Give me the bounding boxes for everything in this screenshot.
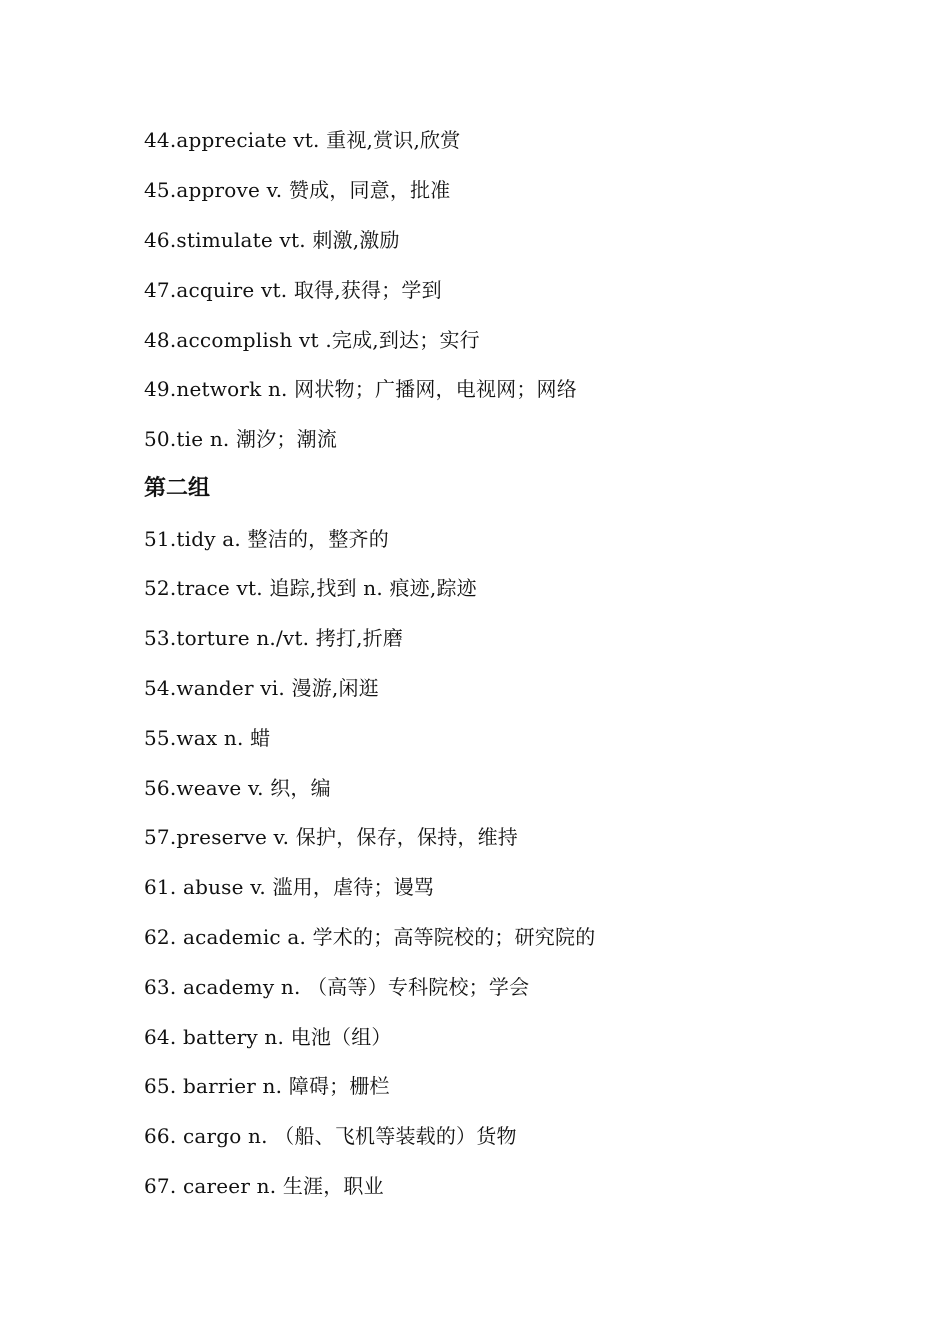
vocab-entry-51: 51.tidy a. 整洁的，整齐的	[144, 527, 389, 551]
vocab-entry-49: 49.network n. 网状物；广播网，电视网；网络	[144, 377, 577, 401]
vocab-entry-44: 44.appreciate vt. 重视,赏识,欣赏	[144, 128, 461, 152]
vocab-entry-46: 46.stimulate vt. 刺激,激励	[144, 228, 400, 252]
vocab-entry-63: 63. academy n. （高等）专科院校；学会	[144, 975, 530, 999]
vocab-entry-53: 53.torture n./vt. 拷打,折磨	[144, 626, 404, 650]
vocab-entry-67: 67. career n. 生涯，职业	[144, 1174, 384, 1198]
vocab-entry-62: 62. academic a. 学术的；高等院校的；研究院的	[144, 925, 596, 949]
vocab-entry-52: 52.trace vt. 追踪,找到 n. 痕迹,踪迹	[144, 576, 477, 600]
vocab-entry-47: 47.acquire vt. 取得,获得；学到	[144, 278, 442, 302]
vocab-entry-65: 65. barrier n. 障碍；栅栏	[144, 1074, 390, 1098]
vocab-entry-66: 66. cargo n. （船、飞机等装载的）货物	[144, 1124, 517, 1148]
vocab-entry-57: 57.preserve v. 保护，保存，保持，维持	[144, 825, 518, 849]
section-heading-group-2: 第二组	[144, 476, 211, 501]
vocab-entry-55: 55.wax n. 蜡	[144, 726, 271, 750]
vocab-entry-64: 64. battery n. 电池（组）	[144, 1025, 392, 1049]
vocab-entry-54: 54.wander vi. 漫游,闲逛	[144, 676, 379, 700]
vocab-entry-61: 61. abuse v. 滥用，虐待；谩骂	[144, 875, 435, 899]
vocab-entry-56: 56.weave v. 织，编	[144, 776, 331, 800]
vocab-entry-45: 45.approve v. 赞成，同意，批准	[144, 178, 451, 202]
vocab-entry-50: 50.tie n. 潮汐；潮流	[144, 427, 338, 451]
vocab-entry-48: 48.accomplish vt .完成,到达；实行	[144, 328, 480, 352]
